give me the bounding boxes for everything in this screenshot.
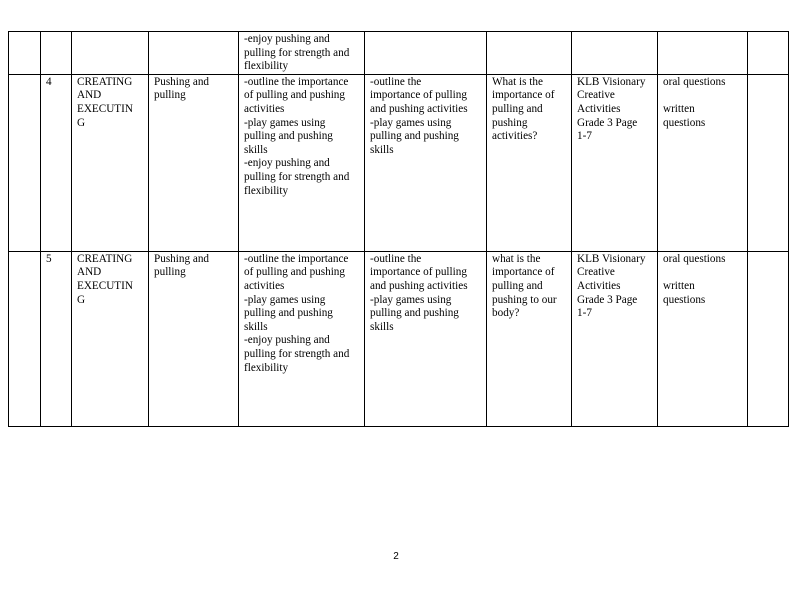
table-row <box>9 32 789 75</box>
lesson-number-cell <box>41 32 72 75</box>
learning-outcomes-line: -outline the importance <box>244 75 349 88</box>
learning-experiences-cell <box>365 32 487 75</box>
week-cell <box>9 251 41 426</box>
learning-outcomes-line: -outline the importance <box>244 252 349 265</box>
sub-strand-line: Pushing and <box>154 252 210 265</box>
strand-line: CREATING <box>77 252 133 265</box>
learning-resources-line: 1-7 <box>577 130 592 143</box>
assessment-methods-line <box>663 89 743 103</box>
assessment-methods-cell <box>658 32 748 75</box>
assessment-methods-line: written <box>663 102 695 115</box>
learning-outcomes-line: -enjoy pushing and <box>244 334 330 347</box>
remarks-cell <box>748 74 789 251</box>
learning-experiences-line: and pushing activities <box>370 279 468 292</box>
learning-outcomes-line: pulling for strength and <box>244 170 350 183</box>
learning-experiences-line: -play games using <box>370 116 452 129</box>
assessment-methods-line <box>663 266 743 280</box>
learning-experiences-line: pulling and pushing <box>370 307 459 320</box>
learning-resources-line: Grade 3 Page <box>577 116 638 129</box>
key-inquiry-question-line: pushing to our <box>492 293 557 306</box>
learning-experiences-line: and pushing activities <box>370 102 468 115</box>
learning-resources-line: Grade 3 Page <box>577 293 638 306</box>
learning-outcomes-cell <box>239 74 365 251</box>
learning-outcomes-cell <box>239 32 365 75</box>
learning-resources-cell <box>572 74 658 251</box>
page-number: 2 <box>393 551 399 562</box>
sub-strand-cell <box>149 251 239 426</box>
strand-cell <box>72 251 149 426</box>
learning-outcomes-line: -play games using <box>244 293 326 306</box>
table-row <box>9 74 789 251</box>
learning-outcomes-line: activities <box>244 102 285 115</box>
sub-strand-line: pulling <box>154 266 186 279</box>
lesson-number-cell: 5 <box>41 251 72 426</box>
sub-strand-line: Pushing and <box>154 75 210 88</box>
table-row <box>9 251 789 426</box>
learning-outcomes-line: -play games using <box>244 116 326 129</box>
remarks-cell <box>748 251 789 426</box>
learning-outcomes-line: pulling and pushing <box>244 307 333 320</box>
learning-resources-line: KLB Visionary <box>577 252 646 265</box>
scheme-of-work-table <box>8 31 789 427</box>
week-cell <box>9 32 41 75</box>
learning-resources-cell <box>572 251 658 426</box>
key-inquiry-question-line: pulling and <box>492 102 543 115</box>
learning-outcomes-line: skills <box>244 320 268 333</box>
key-inquiry-question-cell <box>487 32 572 75</box>
learning-resources-line: 1-7 <box>577 307 592 320</box>
assessment-methods-line: oral questions <box>663 252 726 265</box>
learning-outcomes-line: skills <box>244 143 268 156</box>
learning-resources-line: Activities <box>577 279 621 292</box>
learning-outcomes-line: pulling for strength and <box>244 46 350 59</box>
learning-outcomes-line: flexibility <box>244 184 289 197</box>
sub-strand-cell <box>149 32 239 75</box>
learning-experiences-line: -outline the <box>370 252 422 265</box>
learning-resources-cell <box>572 32 658 75</box>
learning-experiences-line: importance of pulling <box>370 89 467 102</box>
learning-experiences-line: -outline the <box>370 75 422 88</box>
strand-line: CREATING <box>77 75 133 88</box>
learning-outcomes-line: activities <box>244 279 285 292</box>
strand-line: EXECUTIN <box>77 279 133 292</box>
strand-line: G <box>77 116 86 129</box>
learning-resources-line: Activities <box>577 102 621 115</box>
learning-outcomes-line: -enjoy pushing and <box>244 33 330 45</box>
assessment-methods-line: questions <box>663 293 706 306</box>
strand-cell <box>72 32 149 75</box>
learning-experiences-cell <box>365 251 487 426</box>
learning-resources-line: KLB Visionary <box>577 75 646 88</box>
learning-experiences-line: importance of pulling <box>370 266 467 279</box>
learning-outcomes-cell <box>239 251 365 426</box>
learning-experiences-line: skills <box>370 143 394 156</box>
week-cell <box>9 74 41 251</box>
table-body <box>9 32 789 427</box>
key-inquiry-question-line: body? <box>492 307 520 320</box>
learning-experiences-cell <box>365 74 487 251</box>
learning-experiences-line: pulling and pushing <box>370 130 459 143</box>
key-inquiry-question-line: importance of <box>492 266 555 279</box>
learning-resources-line: Creative <box>577 89 615 102</box>
strand-line: AND <box>77 89 102 102</box>
lesson-number-cell: 4 <box>41 74 72 251</box>
learning-outcomes-line: flexibility <box>244 361 289 374</box>
key-inquiry-question-line: pulling and <box>492 279 543 292</box>
key-inquiry-question-cell <box>487 74 572 251</box>
learning-outcomes-line: -enjoy pushing and <box>244 157 330 170</box>
key-inquiry-question-line: activities? <box>492 130 538 143</box>
sub-strand-cell <box>149 74 239 251</box>
assessment-methods-cell <box>658 251 748 426</box>
key-inquiry-question-line: What is the <box>492 75 543 88</box>
learning-experiences-line: -play games using <box>370 293 452 306</box>
strand-cell <box>72 74 149 251</box>
learning-outcomes-line: pulling and pushing <box>244 130 333 143</box>
key-inquiry-question-line: importance of <box>492 89 555 102</box>
assessment-methods-line: questions <box>663 116 706 129</box>
strand-line: AND <box>77 266 102 279</box>
strand-line: G <box>77 293 86 306</box>
assessment-methods-line: oral questions <box>663 75 726 88</box>
learning-outcomes-line: pulling for strength and <box>244 347 350 360</box>
assessment-methods-line: written <box>663 279 695 292</box>
key-inquiry-question-line: what is the <box>492 252 541 265</box>
assessment-methods-cell <box>658 74 748 251</box>
strand-line: EXECUTIN <box>77 102 133 115</box>
key-inquiry-question-line: pushing <box>492 116 528 129</box>
key-inquiry-question-cell <box>487 251 572 426</box>
remarks-cell <box>748 32 789 75</box>
learning-experiences-line: skills <box>370 320 394 333</box>
learning-outcomes-line: flexibility <box>244 60 289 73</box>
learning-outcomes-line: of pulling and pushing <box>244 266 345 279</box>
learning-outcomes-line: of pulling and pushing <box>244 89 345 102</box>
sub-strand-line: pulling <box>154 89 186 102</box>
learning-resources-line: Creative <box>577 266 615 279</box>
